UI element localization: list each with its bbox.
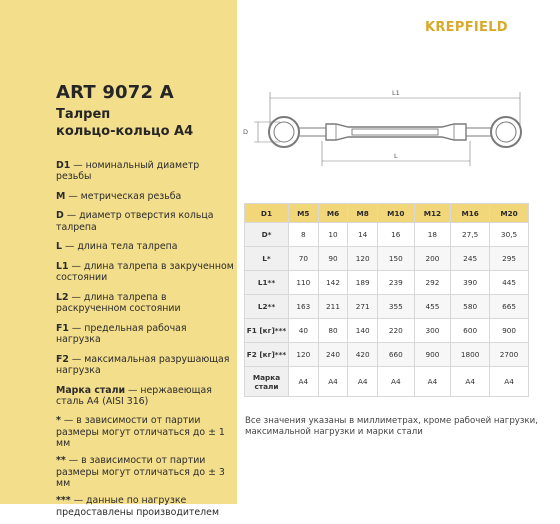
row-label: L1** xyxy=(245,271,289,295)
table-cell: 90 xyxy=(318,247,348,271)
table-cell: 455 xyxy=(414,295,451,319)
right-eye-inner xyxy=(496,122,516,142)
row-label: F2 [кг]*** xyxy=(245,343,289,367)
table-header-cell: M5 xyxy=(289,204,319,223)
row-label: F1 [кг]*** xyxy=(245,319,289,343)
table-cell: 900 xyxy=(414,343,451,367)
definition-term: F2 xyxy=(56,353,69,365)
table-row xyxy=(245,271,529,295)
body-slot xyxy=(352,129,438,135)
table-cell: 189 xyxy=(348,271,378,295)
table-cell: 10 xyxy=(318,223,348,247)
table-cell: 660 xyxy=(378,343,415,367)
definition-term: Марка стали xyxy=(56,384,126,396)
table-cell: 70 xyxy=(289,247,319,271)
table-cell: 1800 xyxy=(451,343,490,367)
definition-text: — длина талрепа в закрученном состоянии xyxy=(56,260,234,284)
table-cell: 295 xyxy=(490,247,529,271)
definition-item xyxy=(56,415,234,449)
subtitle-line-1: Талреп xyxy=(56,107,111,122)
table-cell: 16 xyxy=(378,223,415,247)
definition-item xyxy=(56,241,234,252)
table-cell: 420 xyxy=(348,343,378,367)
label-l1: L1 xyxy=(392,89,400,97)
table-cell: 200 xyxy=(414,247,451,271)
table-cell: A4 xyxy=(490,367,529,397)
table-row xyxy=(245,223,529,247)
table-cell: 600 xyxy=(451,319,490,343)
product-subtitle xyxy=(56,106,231,140)
specification-table xyxy=(244,203,529,397)
definition-text: — нержавеющая сталь А4 (AISI 316) xyxy=(56,384,212,407)
table-header-row xyxy=(245,204,529,223)
article-number: ART 9072 A xyxy=(56,82,174,103)
table-cell: 665 xyxy=(490,295,529,319)
table-row xyxy=(245,247,529,271)
table-cell: 245 xyxy=(451,247,490,271)
definition-term: ** xyxy=(56,455,66,467)
table-cell: A4 xyxy=(289,367,319,397)
table-cell: 18 xyxy=(414,223,451,247)
table-header-cell: M8 xyxy=(348,204,378,223)
definition-text: — в зависимости от партии размеры могут отличаться до ± 3 мм xyxy=(56,455,225,489)
definition-item xyxy=(56,292,234,315)
definition-item xyxy=(56,191,234,202)
brand-logo: KREPFIELD xyxy=(425,20,508,35)
row-label: D* xyxy=(245,223,289,247)
table-cell: A4 xyxy=(348,367,378,397)
definition-term: F1 xyxy=(56,322,69,334)
definition-text: — длина талрепа в раскрученном состоянии xyxy=(56,291,181,315)
table-cell: 445 xyxy=(490,271,529,295)
definition-text: — номинальный диаметр резьбы xyxy=(56,160,200,183)
table-cell: 220 xyxy=(378,319,415,343)
table-row xyxy=(245,319,529,343)
table-cell: 580 xyxy=(451,295,490,319)
definition-item xyxy=(56,354,234,377)
table-cell: A4 xyxy=(318,367,348,397)
table-cell: 142 xyxy=(318,271,348,295)
table-cell: 27,5 xyxy=(451,223,490,247)
table-cell: 14 xyxy=(348,223,378,247)
definition-term: D1 xyxy=(56,160,71,171)
table-body xyxy=(245,223,529,397)
definition-text: — в зависимости от партии размеры могут отличаться до ± 1 мм xyxy=(56,415,225,450)
table-cell: 239 xyxy=(378,271,415,295)
table-header-cell: M12 xyxy=(414,204,451,223)
definition-item xyxy=(56,495,234,518)
table-cell: 140 xyxy=(348,319,378,343)
table-cell: 2700 xyxy=(490,343,529,367)
definition-term: M xyxy=(56,190,66,202)
definition-text: — диаметр отверстия кольца талрепа xyxy=(56,210,214,233)
table-cell: 30,5 xyxy=(490,223,529,247)
table-cell: 110 xyxy=(289,271,319,295)
row-label: L2** xyxy=(245,295,289,319)
table-cell: 355 xyxy=(378,295,415,319)
table-cell: 8 xyxy=(289,223,319,247)
table-row xyxy=(245,295,529,319)
table-cell: 271 xyxy=(348,295,378,319)
table-cell: 300 xyxy=(414,319,451,343)
row-label: L* xyxy=(245,247,289,271)
definition-term: L xyxy=(56,241,62,253)
table-row xyxy=(245,343,529,367)
table-cell: 80 xyxy=(318,319,348,343)
turnbuckle-body xyxy=(326,124,466,140)
definition-term: L1 xyxy=(56,260,69,272)
table-cell: 150 xyxy=(378,247,415,271)
table-cell: 40 xyxy=(289,319,319,343)
left-eye-inner xyxy=(274,122,294,142)
definition-text: — длина тела талрепа xyxy=(61,241,178,253)
table-cell: A4 xyxy=(451,367,490,397)
table-cell: A4 xyxy=(414,367,451,397)
turnbuckle-drawing xyxy=(240,86,560,186)
label-l: L xyxy=(394,152,398,160)
table-cell: 120 xyxy=(289,343,319,367)
definition-item xyxy=(56,455,234,489)
definition-item xyxy=(56,261,234,284)
subtitle-line-2: кольцо-кольцо А4 xyxy=(56,124,194,139)
table-cell: 211 xyxy=(318,295,348,319)
table-header-cell: D1 xyxy=(245,204,289,223)
table-header-cell: M20 xyxy=(490,204,529,223)
definition-term: *** xyxy=(56,495,71,507)
row-label: Марка стали xyxy=(245,367,289,397)
table-cell: 163 xyxy=(289,295,319,319)
definition-item xyxy=(56,160,234,183)
definition-term: L2 xyxy=(56,291,69,303)
definition-item xyxy=(56,385,234,408)
definition-item xyxy=(56,323,234,346)
table-header-cell: M16 xyxy=(451,204,490,223)
table-row xyxy=(245,367,529,397)
label-d: D xyxy=(243,128,249,136)
table-cell: 240 xyxy=(318,343,348,367)
definition-term: * xyxy=(56,415,61,427)
definition-text: — предельная рабочая нагрузка xyxy=(56,322,187,346)
table-header-cell: M6 xyxy=(318,204,348,223)
definition-text: — метрическая резьба xyxy=(65,190,182,202)
table-cell: 120 xyxy=(348,247,378,271)
table-cell: A4 xyxy=(378,367,415,397)
units-note: Все значения указаны в миллиметрах, кроме рабочей нагрузки, максимальной нагрузки и марки стали xyxy=(245,416,538,437)
table-cell: 292 xyxy=(414,271,451,295)
definitions-list xyxy=(56,160,234,524)
definition-item xyxy=(56,210,234,233)
table-header-cell: M10 xyxy=(378,204,415,223)
definition-term: D xyxy=(56,210,64,222)
table-cell: 390 xyxy=(451,271,490,295)
definition-text: — данные по нагрузке предоставлены производителем xyxy=(56,495,220,518)
table-cell: 900 xyxy=(490,319,529,343)
definition-text: — максимальная разрушающая нагрузка xyxy=(56,353,230,376)
